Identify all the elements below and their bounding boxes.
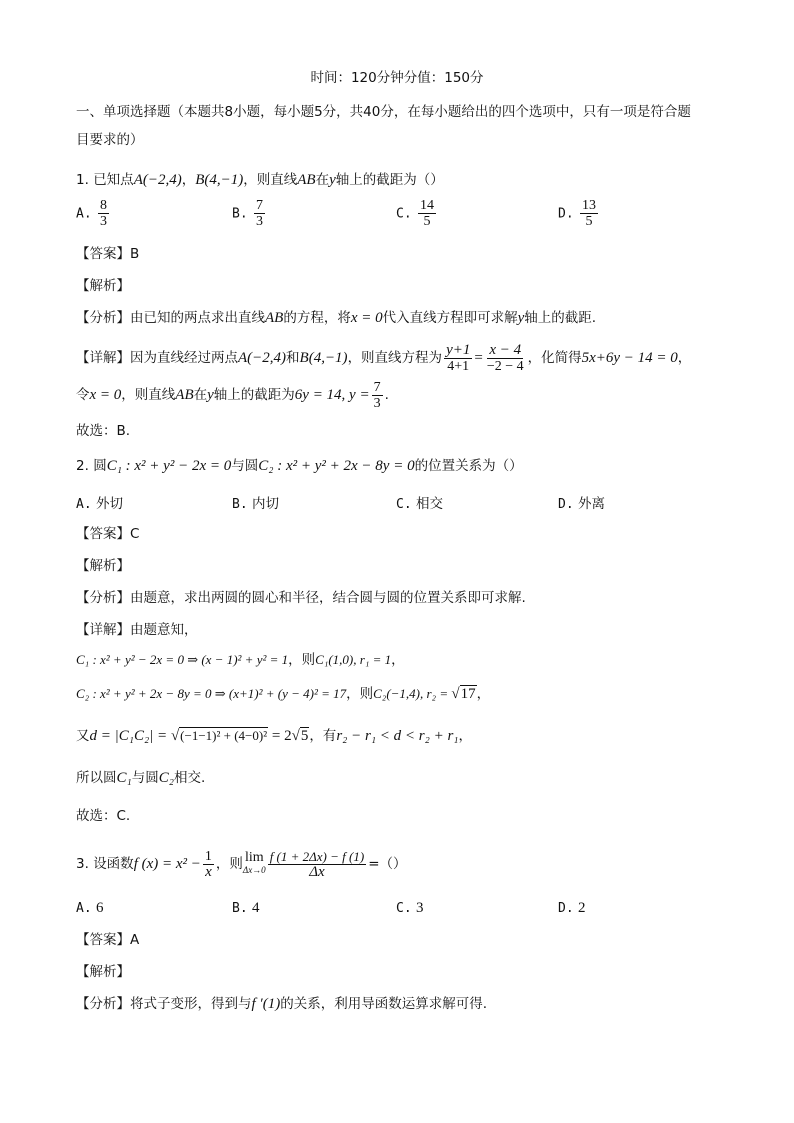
math: C₁(1,0), r₁ = 1: [315, 652, 392, 667]
numerator: 14: [419, 198, 434, 213]
math: x = 0: [350, 310, 383, 326]
detail-2-d: [76, 726, 734, 746]
math: C₂: [158, 770, 174, 786]
denominator: 3: [373, 395, 381, 411]
text: 相交.: [173, 770, 206, 786]
text: 与圆: [231, 458, 259, 474]
denominator: 4+1: [447, 358, 470, 374]
math: = 2: [268, 728, 292, 744]
option-label: B.: [232, 206, 248, 222]
text: 的方程，将: [283, 310, 351, 326]
math: f (x) = x² −: [133, 856, 201, 872]
denominator: 5: [585, 214, 593, 229]
question-number: 1.: [76, 172, 89, 188]
numerator: 7: [255, 198, 263, 213]
detail-1-line1: [76, 340, 734, 376]
math: B(4,−1): [299, 350, 348, 366]
denominator: x: [205, 863, 212, 880]
option-a: [76, 492, 123, 512]
jiexi-2: 【解析】: [76, 558, 130, 574]
option-c: [396, 198, 438, 229]
text: ，: [458, 728, 473, 744]
answer-1: 【答案】B: [76, 246, 140, 262]
text: 所以圆: [76, 770, 117, 786]
stem-text: 已知点: [93, 172, 134, 188]
math: f ′(1): [251, 996, 281, 1012]
math: C₁ : x² + y² − 2x = 0: [106, 458, 232, 474]
numerator: 7: [373, 379, 381, 395]
option-label: C.: [396, 497, 412, 512]
math: 6y = 14, y =: [294, 387, 370, 403]
math: r₂ − r₁ < d < r₂ + r₁: [336, 728, 459, 744]
analysis-2: 【分析】由题意，求出两圆的圆心和半径，结合圆与圆的位置关系即可求解.: [76, 590, 526, 606]
option-b: [232, 900, 259, 917]
text: 代入直线方程即可求解: [382, 310, 518, 326]
option-d: [558, 198, 600, 229]
conclusion-2: [76, 768, 734, 788]
fraction: [372, 380, 383, 411]
text: .: [384, 387, 389, 403]
text: 【分析】由已知的两点求出直线: [76, 310, 265, 326]
text: 【分析】将式子变形，得到与: [76, 996, 252, 1012]
numerator: 1: [204, 848, 212, 864]
stem-text: ，: [181, 172, 196, 188]
question-number: 3.: [76, 856, 89, 872]
fraction: [203, 849, 214, 880]
option-label: D.: [558, 901, 574, 916]
limit: [243, 852, 266, 876]
sqrt-value: (−1−1)² + (4−0)²: [180, 728, 268, 743]
text: =（）: [368, 856, 407, 872]
text: ，: [677, 350, 692, 366]
text: ，则: [215, 856, 243, 872]
math: C₁: [116, 770, 132, 786]
exam-info: 时间：120分钟分值：150分: [310, 70, 484, 86]
sqrt-value: 17: [460, 686, 476, 702]
denominator: 5: [423, 214, 431, 229]
denominator: −2 − 4: [486, 358, 524, 374]
question-number: 2.: [76, 458, 89, 474]
lim-text: lim: [244, 850, 264, 865]
text: ，有: [309, 728, 337, 744]
option-label: A.: [76, 206, 92, 222]
text: ，则: [346, 686, 374, 702]
option-label: A.: [76, 901, 92, 916]
numerator: x − 4: [489, 341, 522, 358]
question-3-stem: [76, 846, 734, 882]
analysis-3: [76, 994, 734, 1014]
option-d: [558, 900, 585, 917]
sqrt-sign: √: [170, 728, 180, 744]
detail-2-c2: [76, 684, 734, 704]
option-text: 4: [251, 900, 260, 916]
text: 令: [76, 387, 90, 403]
option-b: [232, 492, 279, 512]
text: 的位置关系为（）: [414, 458, 523, 474]
option-b: [232, 198, 267, 229]
numerator: y+1: [446, 341, 471, 358]
denominator: 3: [99, 214, 107, 229]
option-label: C.: [396, 901, 412, 916]
question-2-stem: [76, 456, 734, 476]
math: C₁ : x² + y² − 2x = 0 ⇒ (x − 1)² + y² = 1: [76, 652, 289, 667]
equals: =: [474, 350, 483, 366]
option-text: 2: [577, 900, 586, 916]
section-title-line1: 一、单项选择题（本题共8小题，每小题5分，共40分，在每小题给出的四个选项中，只有一项是符合题: [76, 104, 691, 120]
text: 和: [286, 350, 300, 366]
math: d = |C₁C₂| =: [89, 728, 171, 744]
stem-text: 轴上的截距为（）: [335, 172, 444, 188]
analysis-1: [76, 308, 734, 328]
text: 在: [193, 387, 208, 403]
option-text: 外切: [95, 496, 123, 512]
stem-text: ，则直线: [243, 172, 298, 188]
text: ，则: [288, 652, 316, 668]
math: C₂ : x² + y² + 2x − 8y = 0 ⇒ (x+1)² + (y − 4)² = 17: [76, 686, 347, 701]
option-text: 内切: [251, 496, 279, 512]
fraction: [485, 343, 526, 374]
option-text: 相交: [415, 496, 443, 512]
lim-sub: Δx→0: [242, 865, 266, 875]
numerator: 13: [581, 198, 596, 213]
text: 的关系，利用导函数运算求解可得.: [280, 996, 487, 1012]
fraction: [268, 849, 367, 880]
point-b: B(4,−1): [195, 172, 244, 188]
point-a: A(−2,4): [133, 172, 182, 188]
math: 5x+6y − 14 = 0: [581, 350, 678, 366]
math: y: [517, 310, 525, 326]
option-fraction: [580, 198, 598, 229]
math: AB: [175, 387, 194, 403]
text: 又: [76, 728, 90, 744]
option-a: [76, 900, 103, 917]
text: 设函数: [93, 856, 134, 872]
text: ，则直线方程为: [347, 350, 443, 366]
option-label: B.: [232, 497, 248, 512]
math: y: [207, 387, 214, 403]
choose-1: 故选：B.: [76, 423, 131, 439]
option-fraction: [254, 198, 265, 229]
answer-2: 【答案】C: [76, 526, 140, 542]
stem-text: 在: [315, 172, 330, 188]
jiexi-3: 【解析】: [76, 964, 130, 980]
choose-2: 故选：C.: [76, 808, 131, 824]
sqrt-sign: √: [451, 686, 460, 702]
option-label: D.: [558, 497, 574, 512]
option-c: [396, 492, 443, 512]
text: ，则直线: [121, 387, 176, 403]
math: AB: [265, 310, 284, 326]
text: 与圆: [131, 770, 159, 786]
option-text: 3: [415, 900, 424, 916]
math-y: y: [329, 172, 336, 188]
detail-2: 【详解】由题意知，: [76, 622, 198, 638]
answer-3: 【答案】A: [76, 932, 140, 948]
section-title-line2: 目要求的）: [76, 132, 144, 148]
math: x = 0: [89, 387, 122, 403]
sqrt-value: 5: [300, 728, 309, 744]
option-label: B.: [232, 901, 248, 916]
text: ，: [391, 652, 405, 668]
numerator: f (1 + 2Δx) − f (1): [269, 848, 365, 864]
detail-1-line2: [76, 378, 734, 412]
option-text: 外离: [577, 496, 605, 512]
math-ab: AB: [297, 172, 316, 188]
text: 【详解】因为直线经过两点: [76, 350, 238, 366]
option-c: [396, 900, 423, 917]
fraction: [444, 343, 472, 374]
text: 轴上的截距为: [213, 387, 295, 403]
option-text: 6: [95, 900, 104, 916]
jiexi-1: 【解析】: [76, 278, 130, 294]
option-fraction: [98, 198, 109, 229]
text: 轴上的截距.: [524, 310, 597, 326]
option-a: [76, 198, 111, 229]
math: A(−2,4): [238, 350, 287, 366]
option-label: A.: [76, 497, 92, 512]
math: C₂ : x² + y² + 2x − 8y = 0: [258, 458, 415, 474]
option-d: [558, 492, 605, 512]
math: C₂(−1,4), r₂ =: [373, 686, 452, 701]
option-fraction: [418, 198, 436, 229]
denominator: 3: [255, 214, 263, 229]
denominator: Δx: [309, 863, 325, 880]
numerator: 8: [99, 198, 107, 213]
option-label: D.: [558, 206, 574, 222]
option-label: C.: [396, 206, 412, 222]
question-1-stem: [76, 170, 734, 190]
text: ，: [476, 686, 491, 702]
sqrt-sign: √: [291, 728, 300, 744]
text: ，化简得: [527, 350, 582, 366]
detail-2-c1: [76, 650, 734, 670]
text: 圆: [93, 458, 107, 474]
